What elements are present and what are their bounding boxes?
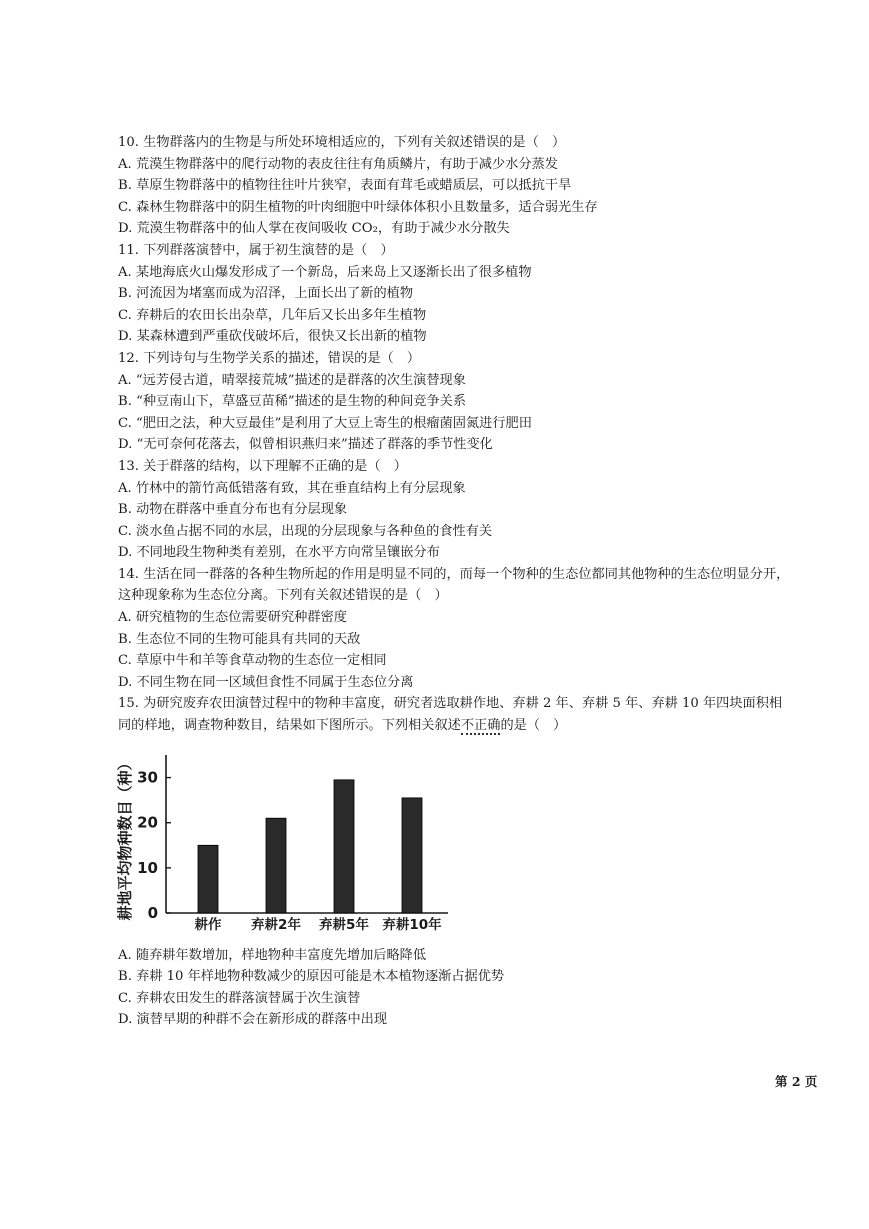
option-c: C. 草原中牛和羊等食草动物的生态位一定相同 <box>118 653 387 669</box>
option-a: A. 竹林中的箭竹高低错落有致，其在垂直结构上有分层现象 <box>118 480 466 496</box>
question-11 <box>118 240 830 348</box>
option-b: B. 动物在群落中垂直分布也有分层现象 <box>118 502 348 518</box>
option-c: C. 弃耕后的农田长出杂草，几年后又长出多年生植物 <box>118 307 427 323</box>
question-stem: 12. 下列诗句与生物学关系的描述，错误的是（ ） <box>118 350 421 366</box>
species-bar-chart <box>118 745 458 945</box>
option-b: B. 弃耕 10 年样地物种数减少的原因可能是木本植物逐渐占据优势 <box>118 969 505 985</box>
question-stem-line-2 <box>118 715 830 737</box>
question-12 <box>118 348 830 456</box>
stem-text: 同的样地，调查物种数目，结果如下图所示。下列相关叙述 <box>118 718 461 734</box>
question-13 <box>118 456 830 564</box>
question-stem-line-1: 14. 生活在同一群落的各种生物所起的作用是明显不同的，而每一个物种的生态位都同其他物种的生态位明显分开， <box>118 566 790 582</box>
question-stem: 13. 关于群落的结构，以下理解不正确的是（ ） <box>118 458 407 474</box>
option-b: B. 草原生物群落中的植物往往叶片狭窄，表面有茸毛或蜡质层，可以抵抗干旱 <box>118 178 572 194</box>
option-c: C. 淡水鱼占据不同的水层，出现的分层现象与各种鱼的食性有关 <box>118 523 493 539</box>
option-a: A. “远芳侵古道，晴翠接荒城”描述的是群落的次生演替现象 <box>118 372 466 388</box>
option-b: B. “种豆南山下，草盛豆苗稀”描述的是生物的种间竞争关系 <box>118 394 467 410</box>
option-a: A. 随弃耕年数增加，样地物种丰富度先增加后略降低 <box>118 947 427 963</box>
x-tick-label: 弃耕2年 <box>251 916 301 933</box>
option-b: B. 河流因为堵塞而成为沼泽，上面长出了新的植物 <box>118 286 414 302</box>
bar <box>198 845 218 913</box>
page-number: 第 2 页 <box>775 1074 818 1089</box>
y-tick-label: 0 <box>147 903 158 922</box>
x-tick-label: 弃耕10年 <box>382 916 442 933</box>
bar <box>402 798 422 913</box>
bar <box>334 779 354 912</box>
bar-chart-svg <box>118 745 458 945</box>
stem-text: 的是（ ） <box>500 718 567 734</box>
y-tick-label: 30 <box>137 768 158 787</box>
option-b: B. 生态位不同的生物可能具有共同的天敌 <box>118 631 361 647</box>
x-tick-label: 耕作 <box>194 916 222 933</box>
question-stem: 10. 生物群落内的生物是与所处环境相适应的，下列有关叙述错误的是（ ） <box>118 135 566 150</box>
question-stem-line-2: 这种现象称为生态位分离。下列有关叙述错误的是（ ） <box>118 588 448 604</box>
option-a: A. 荒漠生物群落中的爬行动物的表皮往往有角质鳞片，有助于减少水分蒸发 <box>118 156 558 172</box>
option-d: D. 不同生物在同一区域但食性不同属于生态位分离 <box>118 674 414 690</box>
question-stem: 11. 下列群落演替中，属于初生演替的是（ ） <box>118 242 394 258</box>
option-c: C. 森林生物群落中的阴生植物的叶肉细胞中叶绿体体积小且数量多，适合弱光生存 <box>118 199 598 215</box>
question-15 <box>118 693 830 1031</box>
option-c: C. 弃耕农田发生的群落演替属于次生演替 <box>118 990 361 1006</box>
question-14 <box>118 564 830 694</box>
exam-page-content <box>118 132 830 1031</box>
y-tick-label: 20 <box>137 813 158 832</box>
option-d: D. 演替早期的种群不会在新形成的群落中出现 <box>118 1012 388 1028</box>
y-tick-label: 10 <box>137 858 158 877</box>
option-a: A. 某地海底火山爆发形成了一个新岛，后来岛上又逐渐长出了很多植物 <box>118 264 532 280</box>
question-10 <box>118 132 830 240</box>
option-d: D. “无可奈何花落去，似曾相识燕归来”描述了群落的季节性变化 <box>118 437 493 453</box>
option-a: A. 研究植物的生态位需要研究种群密度 <box>118 610 347 626</box>
x-tick-label: 弃耕5年 <box>319 916 369 933</box>
emphasis-text: 不正确 <box>460 718 501 734</box>
bar <box>266 818 286 913</box>
option-d: D. 荒漠生物群落中的仙人掌在夜间吸收 CO₂，有助于减少水分散失 <box>118 221 510 237</box>
question-stem-line-1: 15. 为研究废弃农田演替过程中的物种丰富度，研究者选取耕作地、弃耕 2 年、弃耕 5 年、弃耕 10 年四块面积相 <box>118 696 783 712</box>
y-axis-label: 耕地平均物种数目（种） <box>116 755 134 921</box>
option-d: D. 不同地段生物种类有差别，在水平方向常呈镶嵌分布 <box>118 545 440 561</box>
option-d: D. 某森林遭到严重砍伐破坏后，很快又长出新的植物 <box>118 329 427 345</box>
option-c: C. “肥田之法，种大豆最佳”是利用了大豆上寄生的根瘤菌固氮进行肥田 <box>118 415 532 431</box>
